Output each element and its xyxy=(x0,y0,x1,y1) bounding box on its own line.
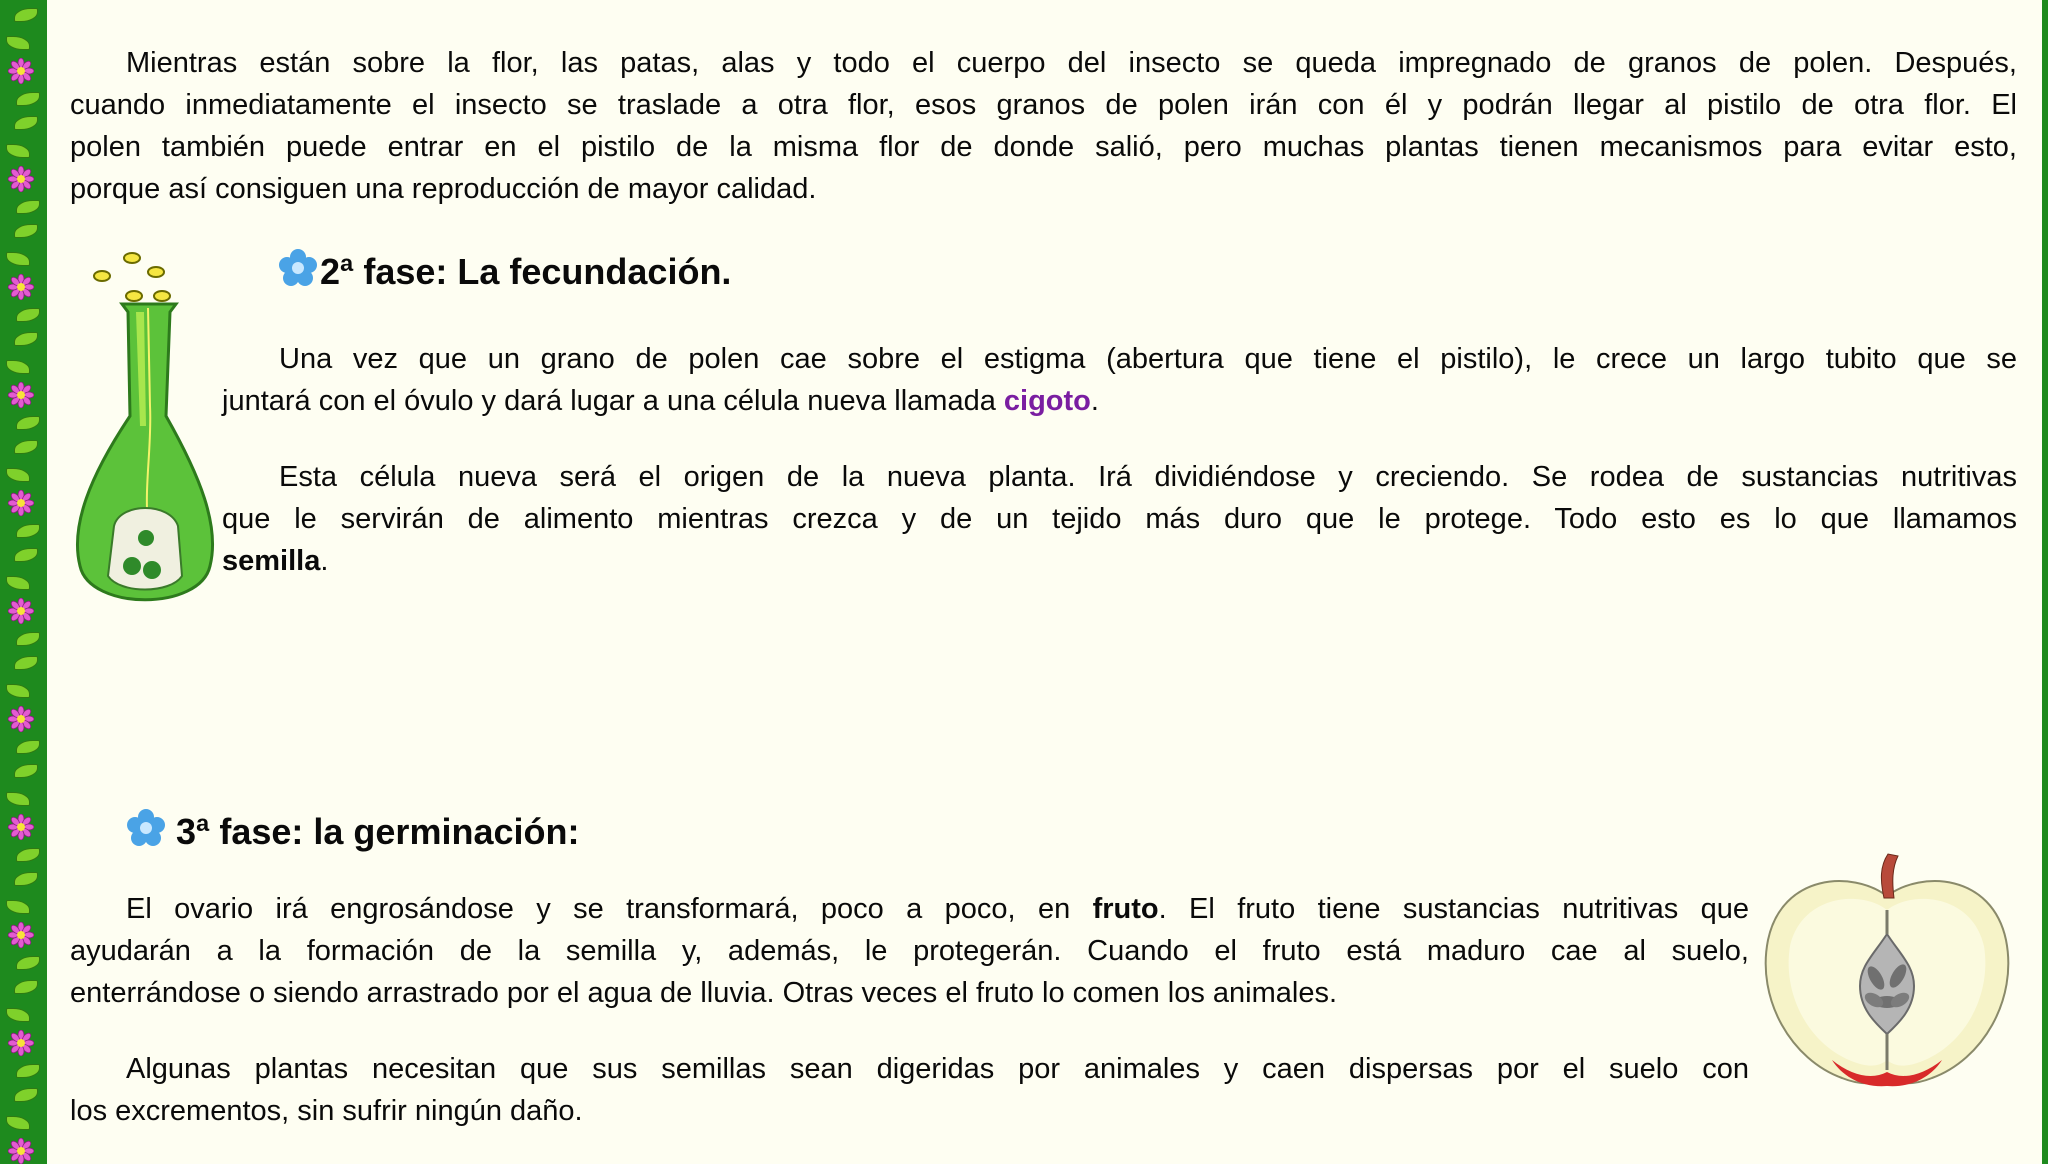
phase3-p1-line-2: ayudarán a la formación de la semilla y, además, le protegerán. Cuando el fruto está maduro cae al suelo, xyxy=(70,935,1749,967)
phase3-p1-line-3: enterrándose o siendo arrastrado por el agua de lluvia. Otras veces el fruto lo comen los animales. xyxy=(70,977,1338,1009)
leaf-icon xyxy=(16,740,40,754)
phase3-p1-line-1 xyxy=(126,888,1749,930)
leaf-icon xyxy=(6,360,30,374)
intro-line-4: porque así consiguen una reproducción de mayor calidad. xyxy=(70,173,817,205)
pink-flower-icon xyxy=(8,598,34,624)
blue-flower-icon xyxy=(126,808,166,848)
pink-flower-icon xyxy=(8,922,34,948)
leaf-icon xyxy=(16,848,40,862)
leaf-icon xyxy=(14,224,38,238)
leaf-icon xyxy=(6,1008,30,1022)
leaf-icon xyxy=(14,332,38,346)
pink-flower-icon xyxy=(8,166,34,192)
leaf-icon xyxy=(16,92,40,106)
leaf-icon xyxy=(14,980,38,994)
phase2-p2-period: . xyxy=(320,545,329,577)
right-decorative-border xyxy=(2042,0,2048,1164)
leaf-icon xyxy=(14,872,38,886)
intro-line-1: Mientras están sobre la flor, las patas, alas y todo el cuerpo del insecto se queda impregnado de granos de polen. Después, xyxy=(126,47,2017,79)
leaf-icon xyxy=(6,576,30,590)
leaf-icon xyxy=(6,252,30,266)
pink-flower-icon xyxy=(8,706,34,732)
leaf-icon xyxy=(16,632,40,646)
leaf-icon xyxy=(16,956,40,970)
phase2-heading: 2ª fase: La fecundación. xyxy=(320,251,732,292)
leaf-icon xyxy=(6,792,30,806)
left-decorative-border xyxy=(0,0,47,1164)
term-fruto: fruto xyxy=(1092,893,1159,925)
leaf-icon xyxy=(6,1116,30,1130)
phase2-p1-period: . xyxy=(1090,385,1099,417)
leaf-icon xyxy=(14,1088,38,1102)
leaf-icon xyxy=(16,200,40,214)
phase2-p2-line-2: que le servirán de alimento mientras crezca y de un tejido más duro que le protege. Todo esto es lo que llamamos xyxy=(222,503,2017,535)
phase3-p2-line-2: los excrementos, sin sufrir ningún daño. xyxy=(70,1095,583,1127)
leaf-icon xyxy=(16,1064,40,1078)
phase2-p2-line-1: Esta célula nueva será el origen de la nueva planta. Irá dividiéndose y creciendo. Se rodea de sustancias nutritivas xyxy=(279,461,2017,493)
leaf-icon xyxy=(16,308,40,322)
leaf-icon xyxy=(14,440,38,454)
pink-flower-icon xyxy=(8,1138,34,1164)
leaf-icon xyxy=(6,684,30,698)
phase3-p2-line-1: Algunas plantas necesitan que sus semillas sean digeridas por animales y caen dispersas por el suelo con xyxy=(126,1053,1749,1085)
leaf-icon xyxy=(16,524,40,538)
leaf-icon xyxy=(16,416,40,430)
phase3-p1-text-b: . El fruto tiene sustancias nutritivas que xyxy=(1158,893,1749,925)
phase3-heading: 3ª fase: la germinación: xyxy=(176,811,580,852)
leaf-icon xyxy=(6,900,30,914)
phase2-p2-line-3 xyxy=(222,540,328,582)
pink-flower-icon xyxy=(8,490,34,516)
phase2-p1-text: juntará con el óvulo y dará lugar a una célula nueva llamada xyxy=(222,385,1004,417)
term-cigoto: cigoto xyxy=(1003,385,1091,417)
phase2-p1-line-2 xyxy=(222,380,1099,422)
leaf-icon xyxy=(14,656,38,670)
intro-line-3: polen también puede entrar en el pistilo de la misma flor de donde salió, pero muchas plantas tienen mecanismos para evitar esto, xyxy=(70,131,2017,163)
pink-flower-icon xyxy=(8,58,34,84)
leaf-icon xyxy=(14,8,38,22)
phase3-p1-text-a: El ovario irá engrosándose y se transformará, poco a poco, en xyxy=(126,893,1093,925)
pistil-illustration xyxy=(70,246,220,620)
leaf-icon xyxy=(14,548,38,562)
pink-flower-icon xyxy=(8,274,34,300)
leaf-icon xyxy=(6,144,30,158)
pink-flower-icon xyxy=(8,382,34,408)
intro-line-2: cuando inmediatamente el insecto se traslade a otra flor, esos granos de polen irán con él y podrán llegar al pistilo de otra flor. El xyxy=(70,89,2017,121)
apple-half-illustration xyxy=(1762,850,2012,1090)
leaf-icon xyxy=(6,36,30,50)
pink-flower-icon xyxy=(8,1030,34,1056)
phase2-p1-line-1: Una vez que un grano de polen cae sobre el estigma (abertura que tiene el pistilo), le crece un largo tubito que se xyxy=(279,343,2017,375)
leaf-icon xyxy=(6,468,30,482)
blue-flower-icon xyxy=(278,248,318,288)
pink-flower-icon xyxy=(8,814,34,840)
leaf-icon xyxy=(14,116,38,130)
leaf-icon xyxy=(14,764,38,778)
term-semilla: semilla xyxy=(222,545,321,577)
